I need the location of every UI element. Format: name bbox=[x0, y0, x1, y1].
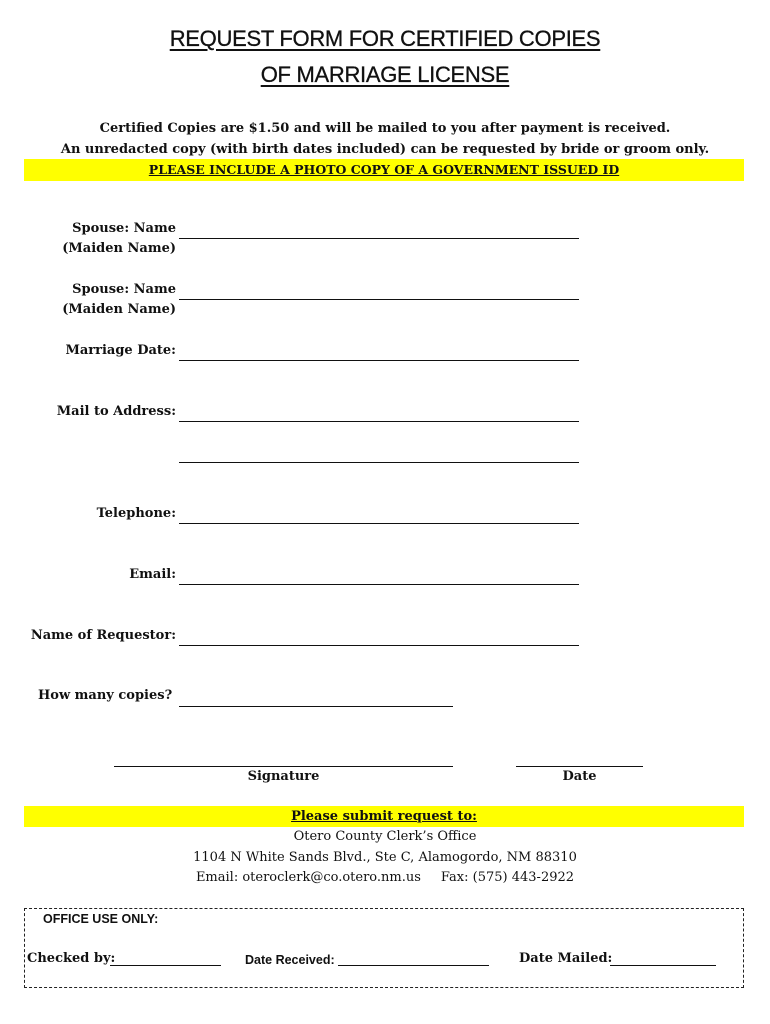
telephone-label: Telephone: bbox=[96, 506, 176, 521]
spouse2-maiden-label: (Maiden Name) bbox=[62, 302, 176, 317]
email-label: Email: bbox=[129, 567, 176, 582]
date-received-label: Date Received: bbox=[245, 953, 335, 967]
clerk-fax: Fax: (575) 443-2922 bbox=[440, 870, 575, 885]
spouse1-maiden-label: (Maiden Name) bbox=[62, 241, 176, 256]
checked-by-field[interactable] bbox=[110, 965, 221, 966]
copies-label: How many copies? bbox=[38, 688, 173, 703]
requestor-field[interactable] bbox=[179, 645, 579, 646]
clerk-contact-line bbox=[0, 870, 770, 885]
form-title-line2: OF MARRIAGE LICENSE bbox=[260, 62, 510, 87]
date-mailed-label: Date Mailed: bbox=[519, 951, 613, 966]
marriage-date-label: Marriage Date: bbox=[65, 343, 176, 358]
unredacted-note: An unredacted copy (with birth dates included) can be requested by bride or groom only. bbox=[60, 142, 710, 157]
spouse1-name-field[interactable] bbox=[179, 238, 579, 239]
signature-label: Signature bbox=[247, 769, 320, 784]
clerk-office-address: 1104 N White Sands Blvd., Ste C, Alamogordo, NM 88310 bbox=[193, 850, 577, 865]
clerk-email[interactable]: Email: oteroclerk@co.otero.nm.us bbox=[195, 870, 421, 885]
spouse2-name-field[interactable] bbox=[179, 299, 579, 300]
form-title-line1: REQUEST FORM FOR CERTIFIED COPIES bbox=[169, 26, 601, 51]
telephone-field[interactable] bbox=[179, 523, 579, 524]
clerk-office-name: Otero County Clerk’s Office bbox=[293, 829, 477, 844]
price-note: Certified Copies are $1.50 and will be mailed to you after payment is received. bbox=[99, 121, 671, 136]
marriage-date-field[interactable] bbox=[179, 360, 579, 361]
submit-heading: Please submit request to: bbox=[24, 806, 744, 827]
checked-by-label: Checked by: bbox=[27, 951, 116, 966]
mail-address-field-line2[interactable] bbox=[179, 462, 579, 463]
id-notice-banner: PLEASE INCLUDE A PHOTO COPY OF A GOVERNMENT ISSUED ID bbox=[24, 159, 744, 181]
signature-field[interactable] bbox=[114, 766, 453, 767]
date-mailed-field[interactable] bbox=[610, 965, 716, 966]
date-label: Date bbox=[562, 769, 597, 784]
requestor-label: Name of Requestor: bbox=[30, 628, 176, 643]
date-received-field[interactable] bbox=[338, 965, 489, 966]
spouse1-name-label: Spouse: Name bbox=[72, 221, 176, 236]
mail-address-label: Mail to Address: bbox=[56, 404, 176, 419]
date-field[interactable] bbox=[516, 766, 643, 767]
mail-address-field-line1[interactable] bbox=[179, 421, 579, 422]
email-field[interactable] bbox=[179, 584, 579, 585]
office-use-title: OFFICE USE ONLY: bbox=[43, 912, 159, 926]
copies-field[interactable] bbox=[179, 706, 453, 707]
spouse2-name-label: Spouse: Name bbox=[72, 282, 176, 297]
